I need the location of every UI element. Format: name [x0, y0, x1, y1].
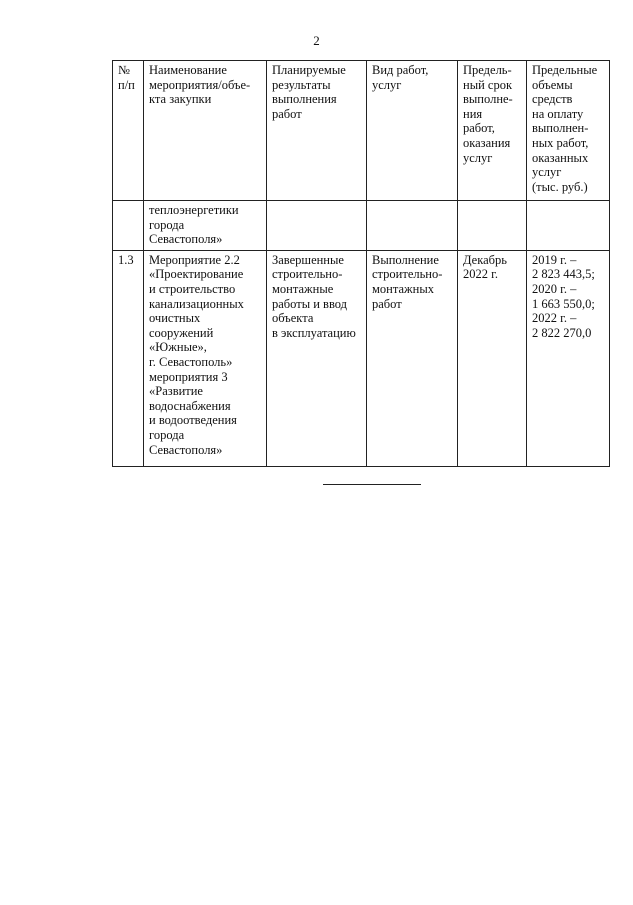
header-number: № п/п — [113, 61, 144, 201]
header-deadline: Предель- ный срок выполне- ния работ, оказания услуг — [458, 61, 527, 201]
table-cell: Завершенные строительно- монтажные работы и ввод объекта в эксплуатацию — [267, 250, 367, 466]
table-cell — [267, 201, 367, 251]
table-cell: Декабрь 2022 г. — [458, 250, 527, 466]
table-cell: 2019 г. – 2 823 443,5; 2020 г. – 1 663 550,0; 2022 г. – 2 822 270,0 — [527, 250, 610, 466]
table-cell: Мероприятие 2.2 «Проектирование и строительство канализационных очистных сооружений «Южные», г. Севастополь» мероприятия 3 «Развитие водоснабжения и водоотведения города Севастополя» — [144, 250, 267, 466]
table-header-row — [113, 61, 610, 201]
table-cell — [527, 201, 610, 251]
closing-divider — [323, 484, 421, 485]
table-cell — [367, 201, 458, 251]
header-results: Планируемые результаты выполнения работ — [267, 61, 367, 201]
table-cell — [458, 201, 527, 251]
table-row — [113, 250, 610, 466]
header-funding: Предельные объемы средств на оплату выполнен- ных работ, оказанных услуг (тыс. руб.) — [527, 61, 610, 201]
header-name: Наименование мероприятия/объе- кта закупки — [144, 61, 267, 201]
table-row — [113, 201, 610, 251]
table-cell — [113, 201, 144, 251]
table-cell: 1.3 — [113, 250, 144, 466]
table-cell: Выполнение строительно- монтажных работ — [367, 250, 458, 466]
header-work-type: Вид работ, услуг — [367, 61, 458, 201]
table-cell: теплоэнергетики города Севастополя» — [144, 201, 267, 251]
page-number: 2 — [313, 33, 320, 48]
works-table — [112, 60, 610, 467]
